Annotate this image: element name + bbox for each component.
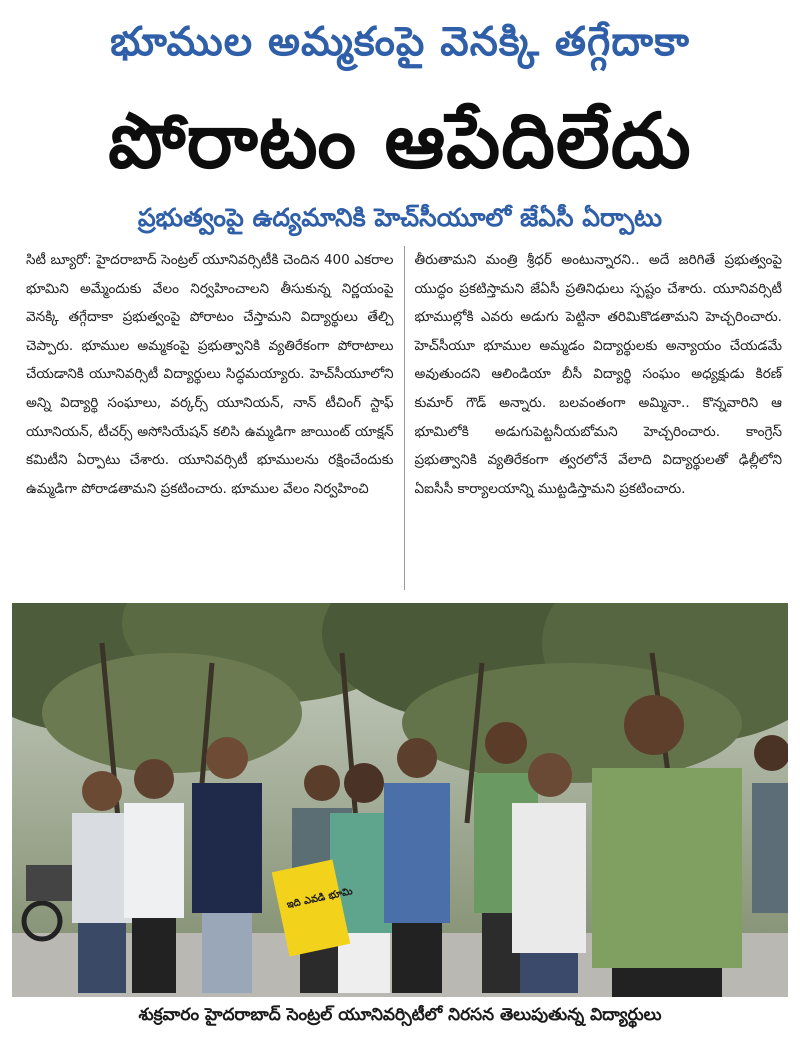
column-divider [404, 246, 405, 590]
article-body [26, 246, 782, 590]
article-column-2: తీరుతామని మంత్రి శ్రీధర్ అంటున్నారని.. అదే జరిగితే ప్రభుత్వంపై యుద్ధం ప్రకటిస్తామని జేఏసీ ప్రతినిధులు స్పష్టం చేశారు. యూనివర్సిటీ భూముల్లోకి ఎవరు అడుగు పెట్టినా తరిమికొడతామని హెచ్చరించారు. హెచ్‌సీయూ భూముల అమ్మడం విద్యార్థులకు అన్యాయం చేయడమే అవుతుందని ఆలిండియా బీసీ విద్యార్థి సంఘం అధ్యక్షుడు కిరణ్ కుమార్ గౌడ్ అన్నారు. బలవంతంగా అమ్మినా.. కొన్నవారిని ఆ భూమిలోకి అడుగుపెట్టనీయబోమని హెచ్చరించారు. కాంగ్రెస్ ప్రభుత్వానికి వ్యతిరేకంగా త్వరలోనే వేలాది విద్యార్థులతో ఢిల్లీలోని ఏఐసీసీ కార్యాలయాన్ని ముట్టడిస్తామని ప్రకటించారు. [414, 252, 782, 497]
subheadline: ప్రభుత్వంపై ఉద్యమానికి హెచ్‌సీయూలో జేఏసీ ఏర్పాటు [137, 203, 663, 232]
article-column-1: సిటీ బ్యూరో: హైదరాబాద్ సెంట్రల్ యూనివర్సిటీకి చెందిన 400 ఎకరాల భూమిని అమ్మేందుకు వేలం నిర్వహించాలని తీసుకున్న నిర్ణయంపై వెనక్కి తగ్గేదాకా ప్రభుత్వంపై పోరాటం చేస్తామని విద్యార్థులు తేల్చి చెప్పారు. భూముల అమ్మకంపై ప్రభుత్వానికి వ్యతిరేకంగా పోరాటాలు చేయడానికి యూనివర్సిటీ విద్యార్థులు సిద్ధమయ్యారు. హెచ్‌సీయూలోని అన్ని విద్యార్థి సంఘాలు, వర్కర్స్ యూనియన్, నాన్ టీచింగ్ స్టాఫ్ యూనియన్, టీచర్స్ అసోసియేషన్ కలిసి ఉమ్మడిగా జాయింట్ యాక్షన్ కమిటీని ఏర్పాటు చేశారు. యూనివర్సిటీ భూములను రక్షించేందుకు ఉమ్మడిగా పోరాడతామని ప్రకటించారు. భూముల వేలం నిర్వహించి [26, 252, 394, 497]
main-headline: పోరాటం ఆపేదిలేదు [108, 96, 692, 185]
news-photo [12, 603, 788, 997]
kicker-headline: భూముల అమ్మకంపై వెనక్కి తగ్గేదాకా [110, 19, 690, 65]
photo-caption: శుక్రవారం హైదరాబాద్ సెంట్రల్ యూనివర్సిటీలో నిరసన తెలుపుతున్న విద్యార్థులు [138, 1005, 662, 1025]
placard-text: ఇది ఎవడి భూమి [285, 886, 354, 911]
student [752, 735, 788, 913]
